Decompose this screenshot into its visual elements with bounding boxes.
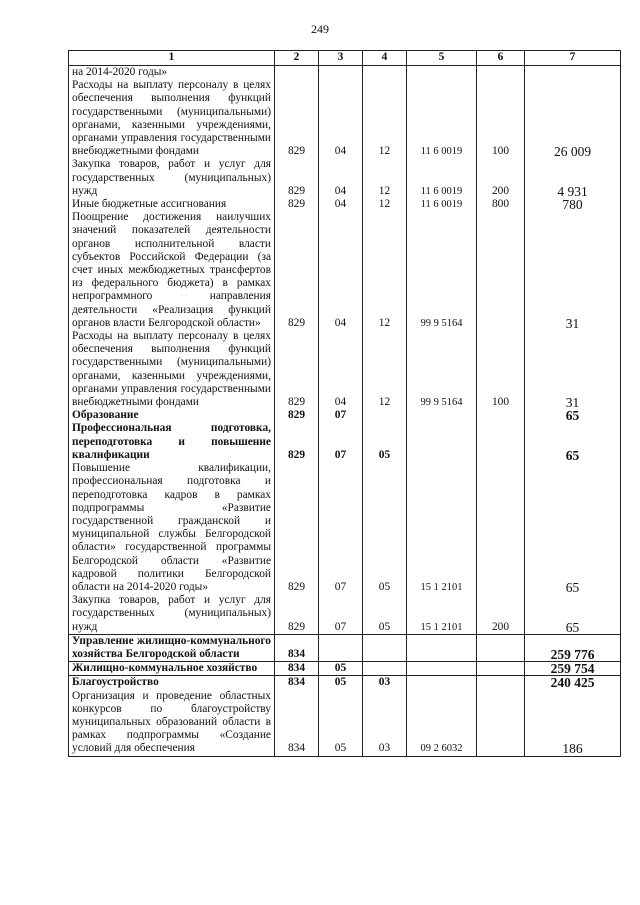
row-section: 05 [319,690,363,757]
row-amount: 240 425 [525,676,621,690]
row-expense-type [477,676,525,690]
row-name: Организация и проведение областных конкурсов по благоустройству муниципальных образований области в рамках подпрограммы «Создание условий для обеспечения [69,690,275,757]
row-section [319,634,363,661]
row-ministry-code: 829 [275,594,319,634]
row-target-article [407,409,477,422]
row-ministry-code: 829 [275,79,319,158]
row-ministry-code: 829 [275,330,319,409]
header-col-2: 2 [275,51,319,66]
row-ministry-code: 829 [275,158,319,198]
row-name: Благоустройство [69,676,275,690]
row-subsection: 12 [363,330,407,409]
row-amount: 31 [525,330,621,409]
table-row [69,66,621,80]
row-section: 07 [319,462,363,594]
table-row [69,198,621,211]
row-expense-type [477,211,525,330]
row-name: Поощрение достижения наилучших значений показателей деятельности органов исполнительной власти субъектов Российской Федерации (за счет иных межбюджетных трансфертов из федерального бюджета) в рамках непрограммного направления деятельности «Реализация функций органов власти Белгородской области» [69,211,275,330]
table-row [69,690,621,757]
header-col-3: 3 [319,51,363,66]
row-subsection [363,662,407,676]
row-ministry-code: 834 [275,662,319,676]
row-subsection [363,634,407,661]
row-subsection: 05 [363,462,407,594]
row-target-article: 15 1 2101 [407,462,477,594]
table-row [69,594,621,634]
row-subsection [363,66,407,80]
row-subsection: 03 [363,676,407,690]
header-col-5: 5 [407,51,477,66]
row-ministry-code: 829 [275,422,319,462]
row-name: Повышение квалификации, профессиональная подготовка и переподготовка кадров в рамках подпрограммы «Развитие государственной гражданской и муниципальной службы Белгородской области» государственной программы Белгородской области «Развитие кадровой политики Белгородской области на 2014-2020 годы» [69,462,275,594]
row-expense-type: 200 [477,158,525,198]
row-section [319,66,363,80]
row-subsection: 12 [363,198,407,211]
row-amount: 65 [525,594,621,634]
row-ministry-code: 829 [275,462,319,594]
row-expense-type [477,662,525,676]
row-expense-type [477,422,525,462]
header-col-1: 1 [69,51,275,66]
row-expense-type [477,462,525,594]
table-row [69,158,621,198]
row-section: 04 [319,198,363,211]
row-subsection: 12 [363,158,407,198]
row-amount [525,66,621,80]
row-name: Управление жилищно-коммунального хозяйства Белгородской области [69,634,275,661]
row-target-article: 15 1 2101 [407,594,477,634]
row-expense-type: 200 [477,594,525,634]
row-section: 04 [319,330,363,409]
row-ministry-code: 829 [275,198,319,211]
row-name: Закупка товаров, работ и услуг для государственных (муниципальных) нужд [69,594,275,634]
row-subsection: 12 [363,211,407,330]
row-expense-type: 100 [477,330,525,409]
row-ministry-code [275,66,319,80]
header-col-6: 6 [477,51,525,66]
row-section: 04 [319,79,363,158]
budget-table [68,50,621,757]
row-section: 05 [319,662,363,676]
row-target-article: 11 6 0019 [407,79,477,158]
row-section: 07 [319,422,363,462]
row-expense-type [477,634,525,661]
row-subsection: 05 [363,422,407,462]
table-body [69,66,621,757]
table-row [69,462,621,594]
row-target-article: 09 2 6032 [407,690,477,757]
row-name: Жилищно-коммунальное хозяйство [69,662,275,676]
table-row [69,634,621,661]
row-ministry-code: 829 [275,211,319,330]
row-amount: 259 754 [525,662,621,676]
row-expense-type [477,66,525,80]
row-name: Закупка товаров, работ и услуг для государственных (муниципальных) нужд [69,158,275,198]
row-section: 07 [319,594,363,634]
header-col-4: 4 [363,51,407,66]
row-section: 04 [319,158,363,198]
row-target-article [407,662,477,676]
row-name: Иные бюджетные ассигнования [69,198,275,211]
row-name: Расходы на выплату персоналу в целях обеспечения выполнения функций государственными (муниципальными) органами, казенными учреждениями, органами управления государственными внебюджетными фондами [69,79,275,158]
row-ministry-code: 834 [275,676,319,690]
row-target-article [407,66,477,80]
row-expense-type [477,409,525,422]
table-row [69,409,621,422]
row-amount: 31 [525,211,621,330]
row-expense-type: 800 [477,198,525,211]
row-ministry-code: 829 [275,409,319,422]
row-target-article [407,676,477,690]
row-name: Профессиональная подготовка, переподготовка и повышение квалификации [69,422,275,462]
row-amount: 65 [525,422,621,462]
row-target-article: 11 6 0019 [407,198,477,211]
row-expense-type [477,690,525,757]
row-amount: 65 [525,462,621,594]
row-ministry-code: 834 [275,634,319,661]
page-number: 249 [311,22,329,36]
row-subsection [363,409,407,422]
row-ministry-code: 834 [275,690,319,757]
row-section: 07 [319,409,363,422]
row-amount: 26 009 [525,79,621,158]
row-subsection: 05 [363,594,407,634]
row-amount: 259 776 [525,634,621,661]
row-amount: 4 931 [525,158,621,198]
row-section: 05 [319,676,363,690]
table-row [69,662,621,676]
row-target-article [407,422,477,462]
table-row [69,79,621,158]
row-target-article: 11 6 0019 [407,158,477,198]
row-subsection: 03 [363,690,407,757]
row-amount: 780 [525,198,621,211]
row-section: 04 [319,211,363,330]
row-name: Образование [69,409,275,422]
row-amount: 186 [525,690,621,757]
row-expense-type: 100 [477,79,525,158]
table-row [69,330,621,409]
row-target-article: 99 9 5164 [407,211,477,330]
row-target-article: 99 9 5164 [407,330,477,409]
table-row [69,211,621,330]
row-name: на 2014-2020 годы» [69,66,275,80]
header-col-7: 7 [525,51,621,66]
row-amount: 65 [525,409,621,422]
table-row [69,676,621,690]
row-target-article [407,634,477,661]
table-row [69,422,621,462]
row-name: Расходы на выплату персоналу в целях обеспечения выполнения функций государственными (муниципальными) органами, казенными учреждениями, органами управления государственными внебюджетными фондами [69,330,275,409]
table-header-row [69,51,621,66]
row-subsection: 12 [363,79,407,158]
